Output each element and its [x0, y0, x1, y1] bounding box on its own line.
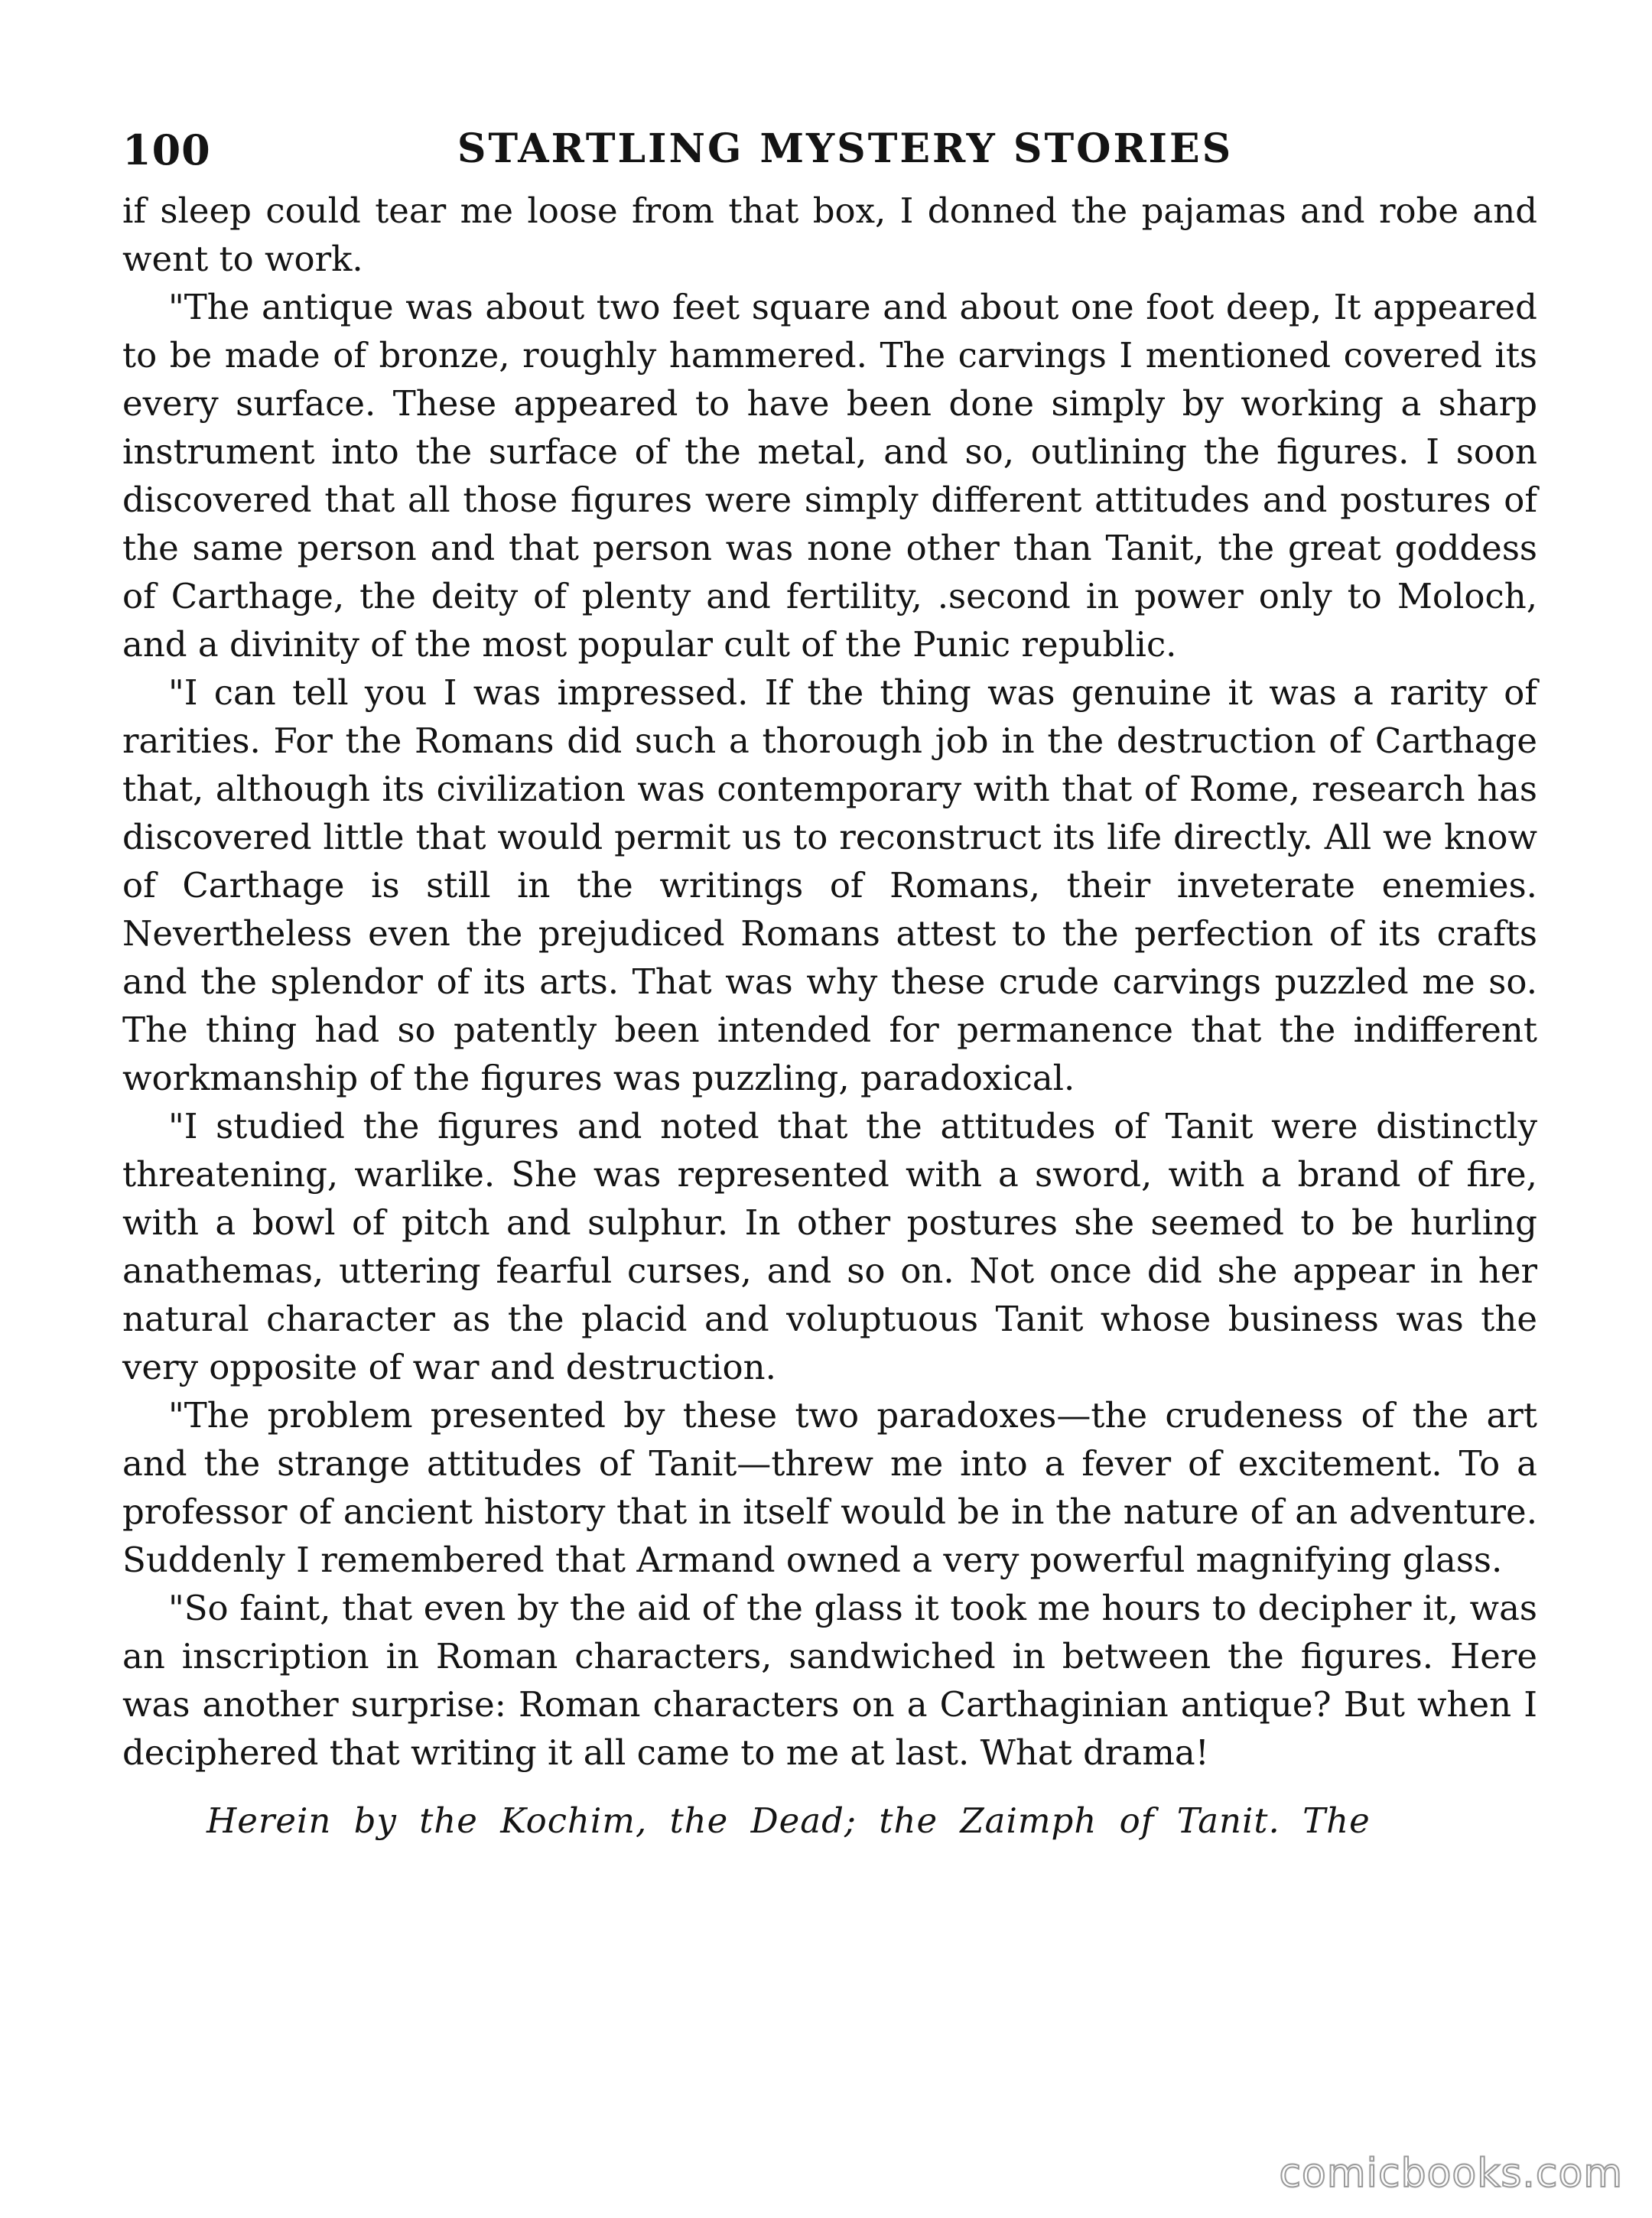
page-number: 100: [122, 125, 211, 174]
watermark: comicbooks.com: [1279, 2151, 1623, 2197]
magazine-title: STARTLING MYSTERY STORIES: [457, 125, 1234, 172]
paragraph-antique-description: "The antique was about two feet square and about one foot deep, It appeared to be made of bronze, roughly hammered. The carvings I mentioned covered its every surface. These appeared to have been done simply by working a sharp instrument into the surface of the metal, and so, outlining the figures. I soon discovered that all those figures were simply different attitudes and postures of the same person and that person was none other than Tanit, the great goddess of Carthage, the deity of plenty and fertility, .second in power only to Moloch, and a divinity of the most popular cult of the Punic republic.: [122, 287, 1537, 665]
paragraph-impressed: "I can tell you I was impressed. If the thing was genuine it was a rarity of rarities. For the Romans did such a thorough job in the destruction of Carthage that, although its civilization was contemporary with that of Rome, research has discovered little that would permit us to reconstruct its life directly. All we know of Carthage is still in the writings of Romans, their inveterate enemies. Nevertheless even the prejudiced Romans attest to the perfection of its crafts and the splendor of its arts. That was why these crude carvings puzzled me so. The thing had so patently been intended for permanence that the indifferent workmanship of the figures was puzzling, paradoxical.: [122, 672, 1537, 1098]
paragraph-inscription: "So faint, that even by the aid of the glass it took me hours to decipher it, was an inscription in Roman characters, sandwiched in between the figures. Here was another surprise: Roman characters on a Carthaginian antique? But when I deciphered that writing it all came to me at last. What drama!: [122, 1588, 1537, 1773]
inscription-quote: Herein by the Kochim, the Dead; the Zaimph of Tanit. The: [206, 1800, 1371, 1841]
running-head: [122, 115, 1537, 184]
story-text: [122, 187, 1537, 1845]
paragraph-paradoxes: "The problem presented by these two paradoxes—the crudeness of the art and the strange attitudes of Tanit—threw me into a fever of excitement. To a professor of ancient history that in itself would be in the nature of an adventure. Suddenly I remembered that Armand owned a very powerful magnifying glass.: [122, 1395, 1537, 1580]
paragraph-continued: if sleep could tear me loose from that box, I donned the pajamas and robe and went to work.: [122, 190, 1537, 279]
paragraph-figures: "I studied the figures and noted that the attitudes of Tanit were distinctly threatening, warlike. She was represented with a sword, with a brand of fire, with a bowl of pitch and sulphur. In other postures she seemed to be hurling anathemas, uttering fearful curses, and so on. Not once did she appear in her natural character as the placid and voluptuous Tanit whose business was the very opposite of war and destruction.: [122, 1106, 1537, 1387]
book-page: [122, 115, 1537, 1845]
